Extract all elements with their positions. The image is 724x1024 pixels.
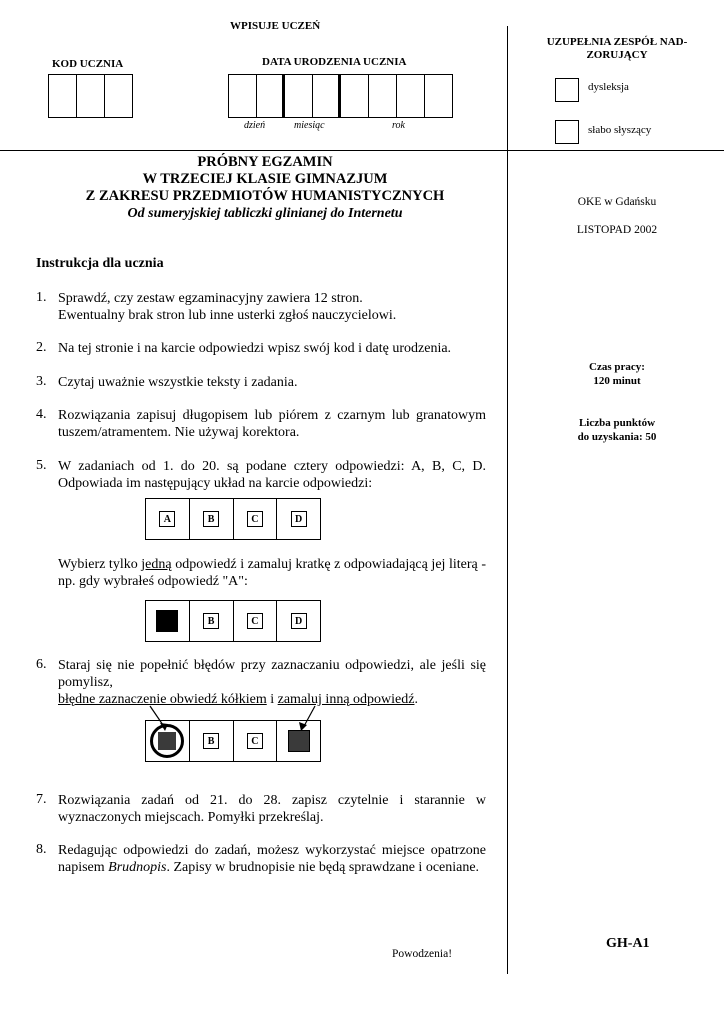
kod-ucznia-boxes[interactable] (48, 74, 133, 118)
item-number: 5. (36, 458, 47, 473)
answer-box-c[interactable]: C (247, 613, 263, 629)
item-number: 6. (36, 657, 47, 672)
rok-label: rok (392, 120, 405, 131)
uzupelnia-line2: ZORUJĄCY (586, 49, 648, 61)
date-cell[interactable] (313, 75, 341, 117)
kod-cell[interactable] (105, 75, 132, 117)
wpisuje-label: WPISUJE UCZEŃ (230, 20, 321, 32)
instruction-8 (58, 842, 486, 876)
powodzenia-text: Powodzenia! (392, 948, 453, 960)
circle-mark-icon (150, 724, 184, 758)
item-number: 4. (36, 407, 47, 422)
title-line1: PRÓBNY EGZAMIN (197, 154, 333, 170)
answer-cell (146, 601, 190, 641)
punkty-line2: do uzyskania: 50 (577, 431, 657, 443)
answer-cell (190, 721, 234, 761)
item-number: 7. (36, 792, 47, 807)
dzien-label: dzień (244, 120, 266, 131)
instruction-6-period: . (414, 692, 418, 707)
punkty-line1: Liczba punktów (578, 417, 656, 429)
answer-cell (234, 499, 278, 539)
instruction-8-text-b: . Zapisy w brudnopisie nie będą sprawdzane i oceniane. (166, 860, 480, 875)
date-cell[interactable] (341, 75, 369, 117)
item-number: 2. (36, 340, 47, 355)
instruction-1 (58, 290, 486, 324)
uzupelnia-label (512, 36, 722, 62)
answer-row-example (145, 498, 321, 540)
instruction-5b-text-c: odpowiedź i zamaluj kratkę z odpowiadającą jej literą - np. gdy wybrałeś odpowiedź "A": (58, 557, 486, 589)
answer-cell (277, 601, 320, 641)
czas-pracy (512, 360, 722, 388)
slabo-slyszacy-label: słabo słyszący (588, 124, 652, 136)
liczba-punktow (512, 416, 722, 444)
title-line2: W TRZECIEJ KLASIE GIMNAZJUM (142, 171, 388, 187)
date-cell[interactable] (397, 75, 425, 117)
date-label: LISTOPAD 2002 (576, 224, 658, 236)
dysleksja-checkbox[interactable] (555, 78, 579, 102)
answer-row-correction-example (145, 720, 321, 762)
filled-box-a[interactable] (156, 610, 178, 632)
instruction-8-text-a: Redagując odpowiedzi do zadań, możesz wykorzystać miejsce opatrzone napisem (58, 843, 486, 875)
answer-cell (277, 721, 320, 761)
date-cell[interactable] (257, 75, 285, 117)
subtitle: Od sumeryjskiej tabliczki glinianej do Internetu (127, 206, 403, 221)
exam-code: GH-A1 (606, 936, 650, 951)
instruction-7: Rozwiązania zadań od 21. do 28. zapisz czytelnie i starannie w wyznaczonych miejscach. Pomyłki przekreślaj. (58, 793, 486, 825)
answer-box-c[interactable]: C (247, 733, 263, 749)
answer-box-b[interactable]: B (203, 733, 219, 749)
answer-box-b[interactable]: B (203, 613, 219, 629)
instruction-8-emphasis: Brudnopis (108, 860, 167, 875)
date-cell[interactable] (425, 75, 452, 117)
data-urodzenia-label: DATA URODZENIA UCZNIA (262, 56, 407, 68)
answer-cell (146, 721, 190, 761)
instruction-1-line1: Sprawdź, czy zestaw egzaminacyjny zawiera 12 stron. (58, 291, 363, 306)
date-cell[interactable] (229, 75, 257, 117)
czas-line1: Czas pracy: (589, 361, 645, 373)
horizontal-divider (0, 150, 724, 151)
instruction-1-line2: Ewentualny brak stron lub inne usterki zgłoś nauczycielowi. (58, 308, 397, 323)
answer-box-d[interactable]: D (291, 511, 307, 527)
instruction-6-conjunction: i (266, 692, 278, 707)
instruction-6-underlined-2: zamaluj inną odpowiedź (277, 692, 415, 707)
kod-ucznia-label: KOD UCZNIA (52, 58, 124, 70)
dysleksja-label: dysleksja (588, 81, 629, 93)
instruction-5b (58, 556, 486, 590)
uzupelnia-line1: UZUPEŁNIA ZESPÓŁ NAD- (546, 36, 688, 48)
date-cell[interactable] (369, 75, 397, 117)
slabo-slyszacy-checkbox[interactable] (555, 120, 579, 144)
answer-row-filled-example (145, 600, 321, 642)
instruction-4: Rozwiązania zapisuj długopisem lub piórem z czarnym lub granatowym tuszem/atramentem. Nie używaj korektora. (58, 408, 486, 440)
instruction-5b-text-a: Wybierz tylko (58, 557, 142, 572)
czas-line2: 120 minut (593, 375, 641, 387)
instruction-5: W zadaniach od 1. do 20. są podane cztery odpowiedzi: A, B, C, D. Odpowiada im następujący układ na karcie odpowiedzi: (58, 459, 486, 491)
oke-label: OKE w Gdańsku (577, 196, 657, 208)
kod-cell[interactable] (77, 75, 105, 117)
kod-cell[interactable] (49, 75, 77, 117)
miesiac-label: miesiąc (294, 120, 325, 131)
answer-cell (190, 499, 234, 539)
item-number: 1. (36, 290, 47, 305)
instruction-3: Czytaj uważnie wszystkie teksty i zadania. (58, 375, 298, 390)
item-number: 8. (36, 842, 47, 857)
instruction-2: Na tej stronie i na karcie odpowiedzi wpisz swój kod i datę urodzenia. (58, 341, 452, 356)
title-line3: Z ZAKRESU PRZEDMIOTÓW HUMANISTYCZNYCH (85, 188, 445, 204)
item-number: 3. (36, 374, 47, 389)
answer-cell (146, 499, 190, 539)
answer-box-a[interactable]: A (159, 511, 175, 527)
answer-cell (277, 499, 320, 539)
answer-box-d[interactable]: D (291, 613, 307, 629)
date-cell[interactable] (285, 75, 313, 117)
instruction-5b-underlined: jedną (141, 557, 172, 572)
instruction-6-underlined-1: błędne zaznaczenie obwiedź kółkiem (58, 692, 267, 707)
vertical-divider (507, 26, 508, 974)
answer-box-b[interactable]: B (203, 511, 219, 527)
answer-cell (234, 721, 278, 761)
instruction-6-text: Staraj się nie popełnić błędów przy zaznaczaniu odpowiedzi, ale jeśli się pomylisz, (58, 658, 486, 690)
answer-box-c[interactable]: C (247, 511, 263, 527)
answer-cell (190, 601, 234, 641)
filled-box-d[interactable] (288, 730, 310, 752)
answer-cell (234, 601, 278, 641)
data-urodzenia-boxes[interactable] (228, 74, 453, 118)
instructions-heading: Instrukcja dla ucznia (36, 256, 164, 271)
